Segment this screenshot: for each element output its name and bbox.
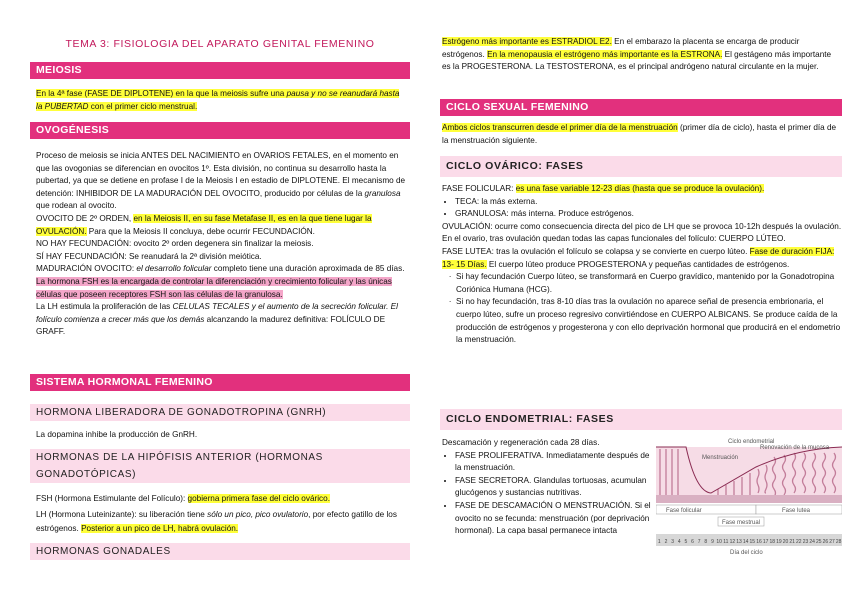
ovo-p2c: Para que la Meiosis II concluya, debe ocurrir FECUNDACIÓN. — [86, 226, 315, 236]
section-heading-ovogenesis: OVOGÉNESIS — [30, 122, 410, 139]
subheading-gnrh: HORMONA LIBERADORA DE GONADOTROPINA (GNRH) — [30, 404, 410, 421]
label-fase-folicular: Fase folicular — [666, 508, 702, 514]
label-fase-mestrual: Fase mestrual — [722, 520, 761, 526]
lut-b: Fase de duración FIJA: 13- 15 Días. — [442, 246, 835, 269]
endo-intro: Descamación y regeneración cada 28 días. — [442, 438, 600, 447]
ovogenesis-p3: NO HAY FECUNDACIÓN: ovocito 2º orden degenera sin finalizar la meiosis. — [36, 239, 314, 249]
day-tick-label: 1 — [657, 539, 661, 545]
subheading-hipofisis: HORMONAS DE LA HIPÓFISIS ANTERIOR (HORMONAS GONADOTÓPICAS) — [30, 449, 410, 483]
day-tick-label: 8 — [704, 539, 708, 545]
day-tick-label: 15 — [749, 539, 756, 545]
day-tick-label: 23 — [802, 539, 809, 545]
day-axis-ticks — [658, 539, 842, 545]
page-title: TEMA 3: FISIOLOGIA DEL APARATO GENITAL FEMENINO — [65, 38, 375, 50]
basal-layer — [656, 495, 842, 503]
meiosis-t3: con el primer ciclo menstrual. — [88, 101, 198, 111]
top-c: En la menopausia el estrógeno más importante es la ESTRONA. — [487, 49, 723, 59]
subheading-gonadales: HORMONAS GONADALES — [30, 543, 410, 560]
day-tick-label: 26 — [822, 539, 829, 545]
list-item: · Si no hay fecundación, tras 8-10 días tras la ovulación no aparece señal de presencia embrionaria, el cuerpo lúteo, sufre un proceso regresivo convirtiéndose en CUERPO ALBICANS. Se produce caída de la producción de estrógenos y progesterona y con ello deprivación hormonal que producirá en el endometrio la menstruación. — [456, 296, 842, 346]
ovo-p5a: MADURACIÓN OVOCITO: — [36, 264, 137, 274]
day-tick-label: 7 — [697, 539, 701, 545]
lut-c: El cuerpo lúteo produce PROGESTERONA y pequeñas cantidades de estrógenos. — [486, 259, 790, 269]
lh-line — [36, 508, 408, 536]
cs-b: (primer día de ciclo), hasta el primer día de la menstruación siguiente. — [442, 123, 837, 145]
top-b: En el embarazo la placenta se encarga de producir estrógenos. — [442, 37, 800, 59]
day-tick-label: 19 — [776, 539, 782, 545]
ovo-p5d: La hormona FSH es la encargada de controlar la diferenciación y crecimiento folicular y las únicas células que poseen receptores FSH son las células de la granulosa. — [36, 276, 392, 299]
ovo-p6b: CELULAS TECALES y el aumento de la secreción folicular. El folículo comienza a crecer más que los demás — [36, 302, 398, 324]
estrogenos-text — [442, 36, 842, 74]
list-item: • FASE SECRETORA. Glandulas tortuosas, acumulan glucógenos y sustancias nutritivas. — [455, 475, 652, 500]
section-heading-ciclo-sexual: CICLO SEXUAL FEMENINO — [440, 99, 842, 116]
top-d: El gestágeno más importante es la PROGESTERONA. La TESTOSTERONA, es el principal andrógeno natural circulante en la mujer. — [442, 49, 832, 72]
day-tick-label: 25 — [816, 539, 822, 545]
ciclo-ovarico-text — [442, 183, 842, 347]
label-renovacion: Renovación de la mucosa — [760, 445, 830, 451]
fol-a: FASE FOLICULAR: — [442, 184, 516, 193]
endometrial-diagram-svg — [656, 437, 842, 557]
day-tick-label: 27 — [829, 539, 835, 545]
ovogenesis-text — [36, 150, 408, 339]
cs-a: Ambos ciclos transcurren desde el primer día de la menstruación — [442, 123, 678, 132]
list-item: • GRANULOSA: más interna. Produce estrógenos. — [455, 208, 842, 221]
lh-b: sólo un pico, pico ovulatorio — [207, 510, 309, 519]
label-menstruacion: Menstruación — [702, 455, 739, 461]
fase-folicular — [442, 183, 842, 196]
day-tick-label: 4 — [677, 539, 681, 545]
label-fase-lutea: Fase lutea — [782, 508, 811, 514]
fsh-b: gobierna primera fase del ciclo ovárico. — [187, 494, 330, 503]
day-tick-label: 21 — [789, 539, 795, 545]
day-tick-label: 24 — [809, 539, 815, 545]
meiosis-highlight — [36, 89, 399, 111]
ovogenesis-p4: SÍ HAY FECUNDACIÓN: Se reanudará la 2ª división meiótica. — [36, 251, 262, 261]
capas-list — [442, 196, 842, 221]
ovo-p2a: OVOCITO DE 2º ORDEN, — [36, 213, 134, 223]
top-a: Estrógeno más importante es ESTRADIOL E2. — [442, 37, 612, 46]
axis-label: Día del ciclo — [730, 550, 763, 556]
fol-b: es una fase variable 12-23 días (hasta que se produce la ovulación). — [515, 184, 765, 193]
ovo-p5b: el desarrollo folicular — [136, 264, 212, 274]
section-heading-sistema-hormonal: SISTEMA HORMONAL FEMENINO — [30, 374, 410, 391]
fase-lutea — [442, 246, 842, 271]
day-tick-label: 28 — [835, 539, 842, 545]
endometrial-cycle-diagram — [656, 437, 842, 557]
day-tick-label: 14 — [742, 539, 749, 545]
ovo-p5c: completo tiene una duración aproximada de 85 días. — [211, 264, 405, 274]
ovogenesis-p2 — [36, 213, 408, 238]
fsh-a: FSH (Hormona Estimulante del Folículo): — [36, 494, 188, 503]
day-tick-label: 12 — [729, 539, 736, 545]
list-item: • FASE DE DESCAMACIÓN O MENSTRUACIÓN. Si el ovocito no se fecunda: menstruación (por deprivación hormonal). La capa basal permanece intacta — [455, 500, 652, 538]
ciclo-endometrial-text — [442, 437, 652, 538]
fases-endometrio-list — [442, 450, 652, 538]
day-tick-label: 5 — [684, 539, 688, 545]
list-item: • FASE PROLIFERATIVA. Inmediatamente después de la menstruación. — [455, 450, 652, 475]
day-tick-label: 17 — [762, 539, 769, 545]
day-tick-label: 2 — [664, 539, 668, 545]
tissue-background — [656, 447, 842, 503]
ovo-p1i: granulosa — [364, 188, 401, 198]
day-tick-label: 18 — [769, 539, 776, 545]
day-tick-label: 11 — [723, 539, 729, 545]
fsh-line — [36, 492, 408, 506]
ovo-p2b: en la Meiosis II, en su fase Metafase II, es en la que tiene lugar la OVULACIÓN. — [36, 213, 372, 236]
ovo-p1: Proceso de meiosis se inicia ANTES DEL NACIMIENTO en OVARIOS FETALES, en el momento en que las ovogonias se diferencian en ovocitos 1º. Esta división, no continua su desarrollo hasta la pubertad, ya que se detiene en profase I de la Meiosis I en estadio de DIPLOTENE. El mecanismo de detención: INHIBIDOR DE LA MADURACIÓN DEL OVOCITO, producido por células de la — [36, 151, 406, 198]
ovulacion-text: OVULACIÓN: ocurre como consecuencia directa del pico de LH que se provoca 10-12h después la ovulación. En el ovario, tras ovulación quedan todas las capas funcionales del folículo: CUERPO LÚTEO. — [442, 221, 842, 244]
lh-d: Posterior a un pico de LH, habrá ovulación. — [81, 524, 239, 533]
day-tick-label: 10 — [716, 539, 722, 545]
lut-a: FASE LUTEA: tras la ovulación el folículo se colapsa y se convierte en cuerpo lúteo. — [442, 246, 750, 256]
day-tick-label: 3 — [671, 539, 674, 545]
list-item: • TECA: la más externa. — [455, 196, 842, 209]
ovogenesis-p6 — [36, 301, 408, 339]
day-tick-label: 22 — [796, 539, 802, 545]
lh-a: LH (Hormona Luteinizante): su liberación tiene — [36, 510, 208, 519]
fsh-lh-text — [36, 492, 408, 536]
section-heading-ciclo-ovarico: CICLO OVÁRICO: FASES — [440, 156, 842, 177]
list-item: · Si hay fecundación Cuerpo lúteo, se transformará en Cuerpo gravídico, mantenido por la Gonadotropina Coriónica Humana (HCG). — [456, 271, 842, 296]
diagram-title: Ciclo endometrial — [728, 439, 775, 445]
gnrh-text: La dopamina inhibe la producción de GnRH. — [36, 430, 198, 439]
ovo-p6c: alcanzando la madurez definitiva: FOLÍCULO DE GRAFF. — [36, 314, 386, 337]
ovogenesis-p1 — [36, 150, 408, 213]
ovo-p6a: La LH estimula la proliferación de las — [36, 302, 173, 312]
ovogenesis-p5 — [36, 263, 408, 301]
meiosis-t2: pausa y no se reanudará hasta la PUBERTAD — [36, 89, 400, 111]
day-tick-label: 6 — [691, 539, 694, 545]
day-tick-label: 13 — [736, 539, 742, 545]
ciclo-sexual-text — [442, 122, 842, 147]
day-tick-label: 9 — [711, 539, 714, 545]
section-heading-meiosis: MEIOSIS — [30, 62, 410, 79]
fecundacion-list — [442, 271, 842, 347]
meiosis-t1: En la 4ª fase (FASE DE DIPLOTENE) en la que la meiosis sufre una — [36, 89, 287, 98]
day-tick-label: 20 — [782, 539, 789, 545]
section-heading-ciclo-endometrial: CICLO ENDOMETRIAL: FASES — [440, 409, 842, 430]
lh-c: , por efecto gatillo de los estrógenos. — [36, 510, 397, 533]
ovo-p1e: que rodean al ovocito. — [36, 201, 117, 211]
day-tick-label: 16 — [756, 539, 762, 545]
meiosis-text — [36, 88, 408, 113]
